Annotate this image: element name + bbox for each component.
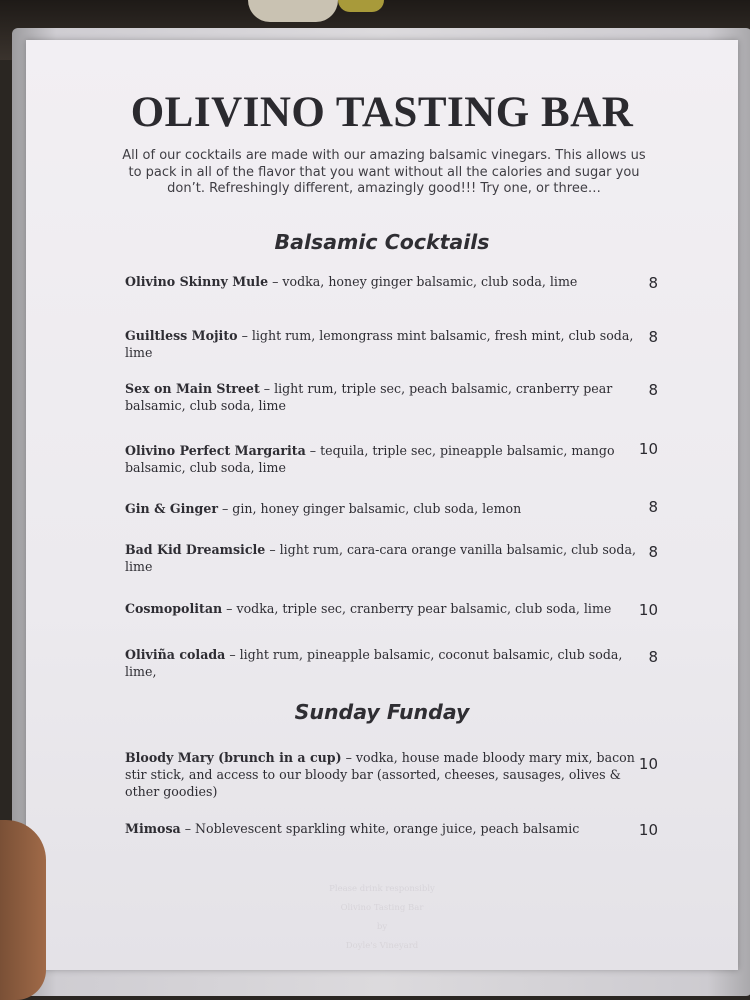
item-price: 8 [648, 328, 658, 346]
menu-item [125, 647, 655, 681]
item-description: – light rum, cara-cara orange vanilla balsamic, club soda, lime [125, 542, 636, 574]
item-description: – vodka, house made bloody mary mix, bacon stir stick, and access to our bloody bar (assorted, cheeses, sausages, olives & other goodies) [125, 750, 635, 799]
section-title-sunday-funday: Sunday Funday [294, 700, 470, 724]
item-price: 8 [648, 648, 658, 666]
item-description: – vodka, triple sec, cranberry pear balsamic, club soda, lime [222, 601, 612, 616]
item-description: – light rum, pineapple balsamic, coconut balsamic, club soda, lime, [125, 647, 623, 679]
footer-line: Olivino Tasting Bar [340, 903, 424, 913]
menu-item [125, 601, 655, 618]
menu-footer [26, 880, 738, 956]
item-price: 8 [648, 381, 658, 399]
item-name: Oliviña colada [125, 647, 226, 662]
item-description: – gin, honey ginger balsamic, club soda, lemon [217, 501, 522, 516]
menu-item [125, 328, 655, 362]
menu-intro: All of our cocktails are made with our amazing balsamic vinegars. This allows us to pack in all of the flavor that you want without all the calories and sugar you don’t. Refreshingly different, amazingly good!!! Try one, or three… [122, 148, 646, 196]
section-title-balsamic-cocktails: Balsamic Cocktails [274, 230, 490, 254]
item-description: – vodka, honey ginger balsamic, club soda, lime [268, 274, 578, 289]
item-price: 8 [648, 543, 658, 561]
item-price: 10 [638, 440, 658, 458]
menu-item [125, 821, 655, 838]
menu-title: OLIVINO TASTING BAR [130, 89, 634, 136]
item-name: Bloody Mary (brunch in a cup) [125, 750, 342, 765]
menu-item [125, 443, 655, 477]
item-name: Mimosa [125, 821, 181, 836]
footer-line: by [376, 922, 388, 932]
item-price: 8 [648, 498, 658, 516]
menu-item [125, 542, 655, 576]
item-name: Olivino Skinny Mule [125, 274, 269, 289]
item-price: 10 [638, 601, 658, 619]
menu-item [125, 501, 655, 518]
hand [0, 820, 46, 1000]
item-description: – Noblevescent sparkling white, orange juice, peach balsamic [180, 821, 580, 836]
item-name: Guiltless Mojito [125, 328, 238, 343]
item-price: 10 [638, 821, 658, 839]
glass [338, 0, 384, 12]
footer-line: Doyle's Vineyard [345, 941, 419, 951]
menu-sheet [26, 40, 738, 970]
item-description: – light rum, lemongrass mint balsamic, fresh mint, club soda, lime [125, 328, 634, 360]
menu-item [125, 381, 655, 415]
item-description: – light rum, triple sec, peach balsamic, cranberry pear balsamic, club soda, lime [125, 381, 613, 413]
item-name: Gin & Ginger [125, 501, 218, 516]
item-name: Olivino Perfect Margarita [125, 443, 306, 458]
footer-line: Please drink responsibly [329, 884, 435, 894]
item-price: 8 [648, 274, 658, 292]
cup [248, 0, 338, 22]
menu-item [125, 274, 655, 291]
item-name: Sex on Main Street [125, 381, 260, 396]
item-description: – tequila, triple sec, pineapple balsamic, mango balsamic, club soda, lime [125, 443, 615, 475]
item-name: Cosmopolitan [125, 601, 223, 616]
item-name: Bad Kid Dreamsicle [125, 542, 266, 557]
item-price: 10 [638, 755, 658, 773]
menu-item [125, 750, 655, 800]
